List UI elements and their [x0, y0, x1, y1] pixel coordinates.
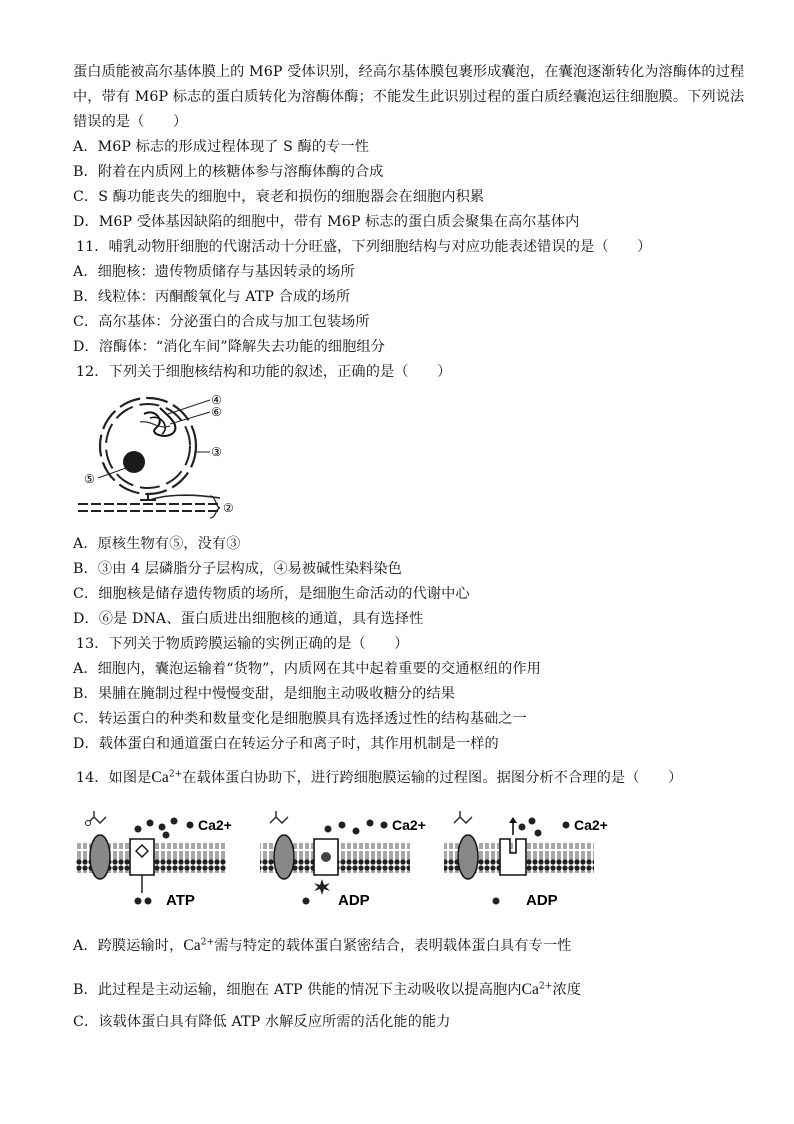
q13-option-b: B．果脯在腌制过程中慢慢变甜，是细胞主动吸收糖分的结果 [73, 686, 456, 702]
q10-option-d: D．M6P 受体基因缺陷的细胞中，带有 M6P 标志的蛋白质会聚集在高尔基体内 [73, 214, 580, 230]
fig-label-6: ⑥ [211, 405, 222, 419]
calcium-transport-diagram [70, 805, 630, 915]
q11-option-d: D．溶酶体：“消化车间”降解失去功能的细胞组分 [73, 339, 385, 355]
q12-option-a: A．原核生物有⑤，没有③ [73, 536, 241, 552]
q14-option-b: B．此过程是主动运输，细胞在 ATP 供能的情况下主动吸收以提高胞内$Ca^{2+}$浓度 [73, 981, 582, 998]
q11-option-b: B．线粒体：丙酮酸氧化与 ATP 合成的场所 [73, 289, 351, 305]
fig-label-2: ② [223, 501, 234, 515]
fig-label-5: ⑤ [84, 472, 95, 486]
membrane-protein [90, 835, 110, 879]
panel-1-ca-label: Ca2+ [198, 817, 232, 833]
panel-3-adp-label: ADP [526, 892, 558, 909]
calcium-ion: Ca [151, 769, 169, 786]
panel-3-ca-label: Ca2+ [574, 817, 608, 833]
inner-nuclear-membrane [106, 404, 190, 488]
q14-option-a: A．跨膜运输时，$Ca^{2+}$需与特定的载体蛋白紧密结合，表明载体蛋白具有专一性 [73, 937, 572, 954]
q12-option-d: D．⑥是 DNA、蛋白质进出细胞核的通道，具有选择性 [73, 611, 424, 627]
nucleus-structure-figure [70, 384, 240, 522]
calcium-transport-figure [70, 805, 630, 915]
q11-option-c: C．高尔基体：分泌蛋白的合成与加工包装场所 [73, 314, 370, 330]
q10-option-b: B．附着在内质网上的核糖体参与溶酶体酶的合成 [73, 164, 384, 180]
panel-1-atp-label: ATP [166, 892, 195, 909]
q13-option-c: C．转运蛋白的种类和数量变化是细胞膜具有选择透过性的结构基础之一 [73, 711, 527, 727]
q10-option-a: A．M6P 标志的形成过程体现了 S 酶的专一性 [73, 139, 369, 155]
panel-2-ca-label: Ca2+ [392, 817, 426, 833]
q10-stem-line-2: 中，带有 M6P 标志的蛋白质转化为溶酶体酶；不能发生此识别过程的蛋白质经囊泡运往细胞膜。下列说法 [73, 89, 745, 105]
q11-stem: 11．哺乳动物肝细胞的代谢活动十分旺盛，下列细胞结构与对应功能表述错误的是（ ） [76, 239, 652, 255]
q14-option-c: C．该载体蛋白具有降低 ATP 水解反应所需的活化能的能力 [73, 1014, 451, 1030]
q10-option-c: C．S 酶功能丧失的细胞中，衰老和损伤的细胞器会在细胞内积累 [73, 189, 485, 205]
q14-stem: 14．如图是$Ca^{2+}$在载体蛋白协助下，进行跨细胞膜运输的过程图。据图分析不合理的是（ ） [76, 769, 683, 786]
panel-2 [260, 811, 426, 909]
q13-option-a: A．细胞内，囊泡运输着“货物”，内质网在其中起着重要的交通枢纽的作用 [73, 661, 541, 677]
chromatin [144, 408, 175, 436]
q12-option-c: C．细胞核是储存遗传物质的场所，是细胞生命活动的代谢中心 [73, 586, 470, 602]
q12-option-b: B．③由 4 层磷脂分子层构成，④易被碱性染料染色 [73, 561, 402, 577]
panel-3 [444, 811, 608, 909]
q12-stem: 12．下列关于细胞核结构和功能的叙述，正确的是（ ） [76, 364, 452, 380]
panel-2-adp-label: ADP [338, 892, 370, 909]
q13-stem: 13．下列关于物质跨膜运输的实例正确的是（ ） [76, 636, 409, 652]
fig-label-3: ③ [211, 445, 222, 459]
nucleus-diagram [70, 384, 240, 522]
q13-option-d: D．载体蛋白和通道蛋白在转运分子和离子时，其作用机制是一样的 [73, 736, 499, 752]
q11-option-a: A．细胞核：遗传物质储存与基因转录的场所 [73, 264, 355, 280]
q10-stem-line-3: 错误的是（ ） [73, 114, 188, 130]
nucleolus [123, 451, 145, 473]
fig-label-4: ④ [211, 393, 222, 407]
panel-1 [76, 811, 232, 909]
q10-stem-line-1: 蛋白质能被高尔基体膜上的 M6P 受体识别，经高尔基体膜包裹形成囊泡，在囊泡逐渐转化为溶酶体的过程 [73, 64, 745, 80]
